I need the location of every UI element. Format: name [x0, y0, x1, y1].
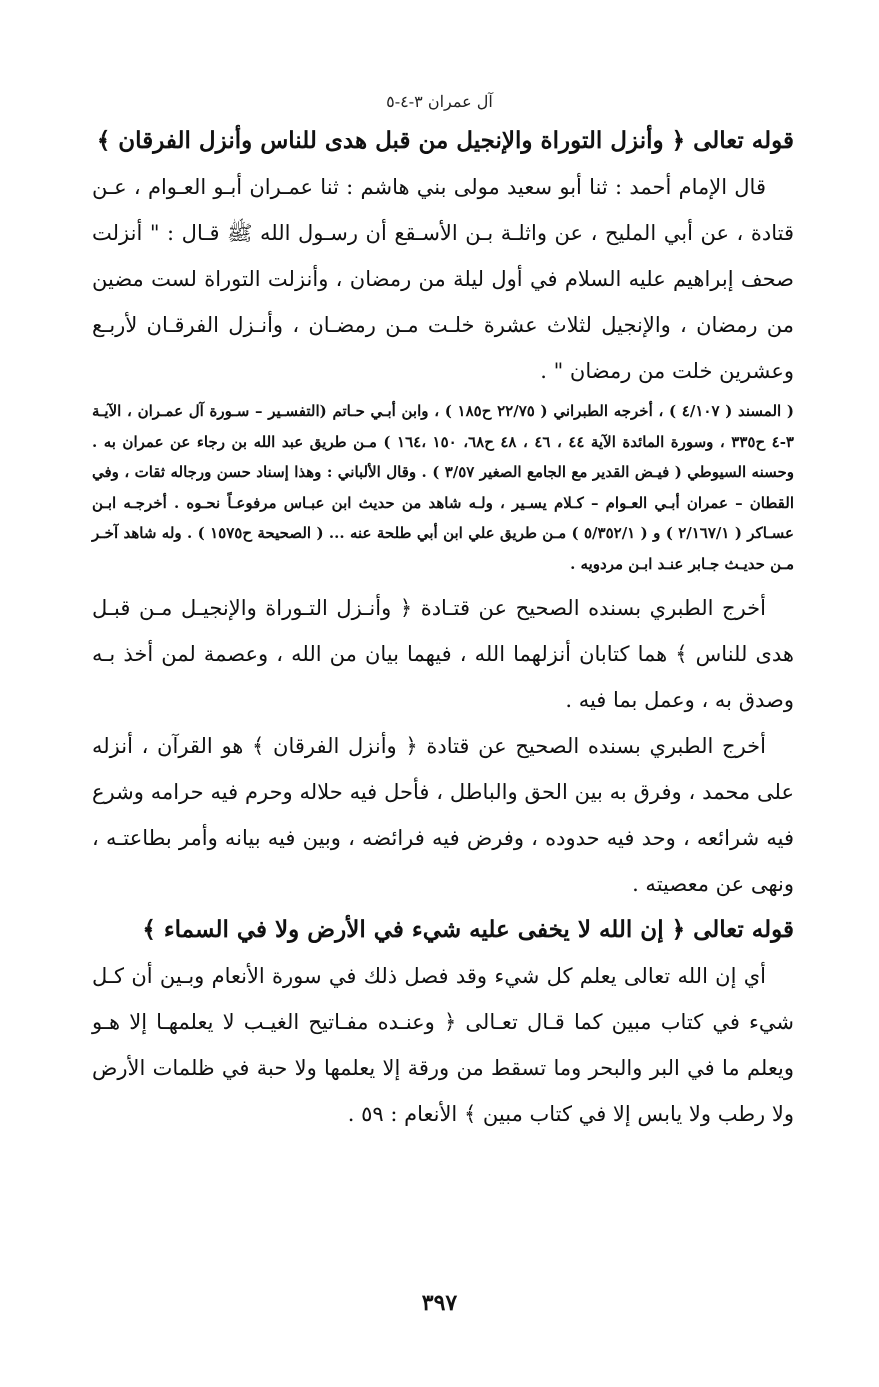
page-number: ٣٩٧: [421, 1290, 458, 1316]
commentary-paragraph: أي إن الله تعالى يعلم كل شيء وقد فصل ذلك في سورة الأنعام وبـين أن كـل شيء في كتاب مبين كما قـال تعـالى ﴿ وعنـده مفـاتيح الغيـب لا يعلمهـا إلا هـو ويعلم ما في البر والبحر وما تسقط من ورقة إلا يعلمها ولا حبة في ظلمات الأرض ولا رطب ولا يابس إلا في كتاب مبين ﴾ الأنعام : ٥٩ .: [92, 964, 794, 1126]
running-header: آل عمران ٣-٤-٥: [386, 92, 493, 111]
page-body: [92, 118, 794, 1137]
takhrij-footnote: ( المسند ( ٤/١٠٧ ) ، أخرجه الطبراني ( ٢٢/٧٥ ح١٨٥ ) ، وابن أبـي حـاتم (التفسـير – سـورة آل عمـران ، الآيـة ٣-٤ ح٣٣٥ ، وسورة المائدة الآية ٤٤ ، ٤٦ ، ٤٨ ح٦٨، ١٥٠ ،١٦٤ ) مـن طريق عبد الله بن رجاء عن عمران به . وحسنه السيوطي ( فيـض القدير مع الجامع الصغير ٣/٥٧ ) . وقال الألباني : وهذا إسناد حسن ورجاله ثقات ، وفي القطان – عمران أبـي العـوام – كـلام يسـير ، ولـه شاهد من حديث ابن عبـاس مرفوعـاً نحـوه . أخرجـه ابـن عسـاكر ( ٢/١٦٧/١ ) و ( ٥/٣٥٢/١ ) مـن طريق علي ابن أبي طلحة عنه ... ( الصحيحة ح١٥٧٥ ) . وله شاهد آخـر مـن حديـث جـابر عنـد ابـن مردويه .: [92, 402, 795, 573]
hadith-paragraph: قال الإمام أحمد : ثنا أبو سعيد مولى بني هاشم : ثنا عمـران أبـو العـوام ، عـن قتادة ، عن أبي المليح ، عن واثلـة بـن الأسـقع أن رسـول الله ﷺ قـال : " أنزلت صحف إبراهيم عليه السلام في أول ليلة من رمضان ، وأنزلت التوراة لست مضين من رمضان ، والإنجيل لثلاث عشرة خلـت مـن رمضـان ، وأنـزل الفرقـان لأربـع وعشرين خلت من رمضان " .: [92, 175, 794, 383]
tabari-paragraph-1: أخرج الطبري بسنده الصحيح عن قتـادة ﴿ وأنـزل التـوراة والإنجيـل مـن قبـل هدى للناس ﴾ هما كتابان أنزلهما الله ، فيهما بيان من الله ، وعصمة لمن أخذ بـه وصدق به ، وعمل بما فيه .: [92, 596, 794, 712]
section-heading-1: قوله تعالى ﴿ وأنزل التوراة والإنجيل من قبل هدى للناس وأنزل الفرقان ﴾: [96, 127, 794, 154]
section-heading-2: قوله تعالى ﴿ إن الله لا يخفى عليه شيء في الأرض ولا في السماء ﴾: [142, 916, 794, 943]
tabari-paragraph-2: أخرج الطبري بسنده الصحيح عن قتادة ﴿ وأنزل الفرقان ﴾ هو القرآن ، أنزله على محمد ، وفرق به بين الحق والباطل ، فأحل فيه حلاله وحرم فيه حرامه وشرع فيه شرائعه ، وحد فيه حدوده ، وفرض فيه فرائضه ، وبين فيه بيانه وأمر بطاعتـه ، ونهى عن معصيته .: [92, 734, 795, 896]
